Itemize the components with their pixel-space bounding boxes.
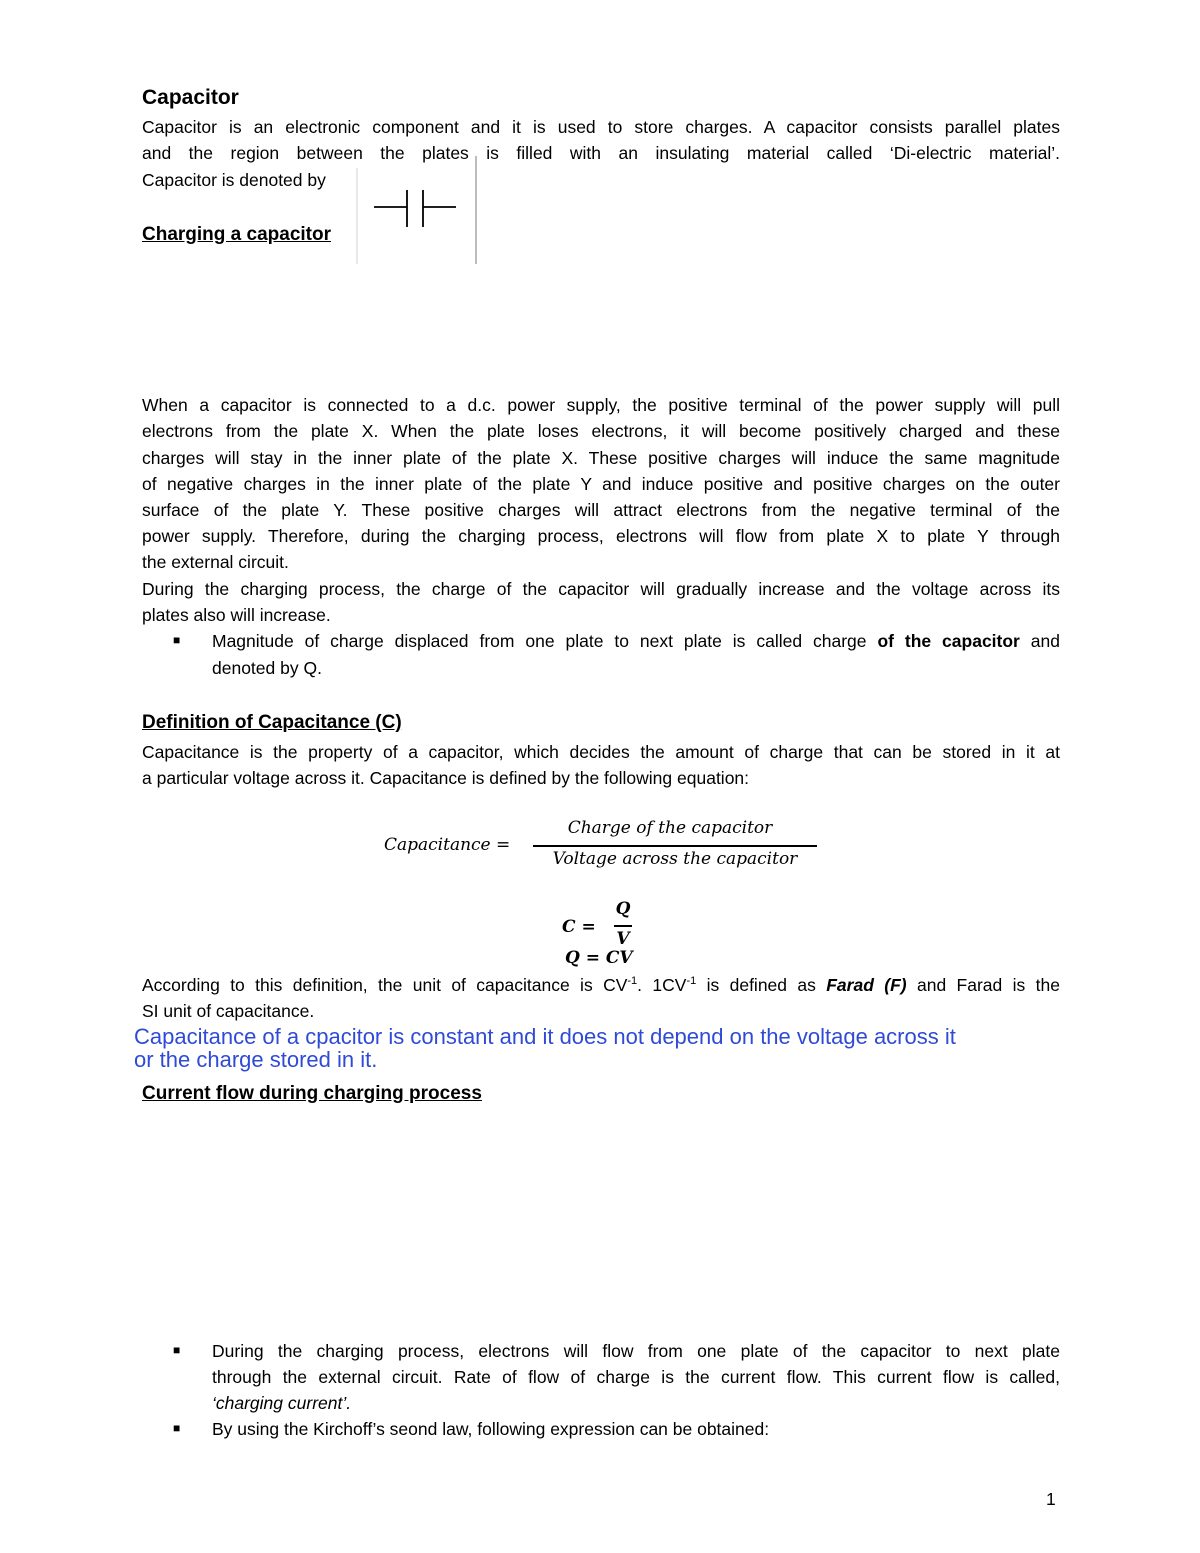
page-number: 1: [1046, 1489, 1056, 1509]
equation-capacitance-lhs: Capacitance =: [384, 835, 511, 855]
bullet1-line-2: denoted by Q.: [212, 658, 322, 678]
unit-superscript: -1: [686, 975, 697, 988]
equation-c-lhs: C =: [562, 917, 596, 937]
unit-superscript: -1: [627, 975, 638, 988]
bullet2-line: During the charging process, electrons will flow from one plate of the capacitor to next plate: [212, 1341, 1060, 1361]
blue-note-line: Capacitance of a cpacitor is constant and it does not depend on the voltage across it: [134, 1024, 956, 1049]
bullet1-bold-text: of the capacitor: [877, 631, 1020, 651]
charging-para-line: surface of the plate Y. These positive charges will attract electrons from the negative terminal of the: [142, 500, 1060, 520]
definition-para-line: Capacitance is the property of a capacitor, which decides the amount of charge that can be stored in it at: [142, 742, 1060, 762]
charging-para2-line: During the charging process, the charge of the capacitor will gradually increase and the voltage across its: [142, 579, 1060, 599]
equation-capacitance-denominator: Voltage across the capacitor: [552, 849, 798, 869]
unit-text: . 1CV: [637, 975, 687, 995]
bullet-marker: ■: [173, 1343, 181, 1357]
bullet2-line-last: ‘charging current’.: [212, 1393, 352, 1413]
equation-q-cv: Q = CV: [565, 948, 633, 968]
bullet1-line-1: [212, 628, 1060, 655]
equation-c-denominator: V: [616, 929, 630, 949]
unit-text: and Farad is the: [906, 975, 1060, 995]
bullet2-line: through the external circuit. Rate of flow of charge is the current flow. This current flow is called,: [212, 1367, 1060, 1387]
definition-para-line: a particular voltage across it. Capacitance is defined by the following equation:: [142, 768, 750, 788]
charging-para2-line: plates also will increase.: [142, 605, 331, 625]
intro-line-1: Capacitor is an electronic component and it is used to store charges. A capacitor consists parallel plates: [142, 117, 1060, 137]
section-heading-definition: Definition of Capacitance (C): [142, 712, 402, 733]
farad-term: Farad (F): [826, 975, 907, 995]
blue-note-line: or the charge stored in it.: [134, 1047, 378, 1072]
capacitor-symbol-icon: [356, 156, 478, 264]
charging-para-line: power supply. Therefore, during the charging process, electrons will flow from plate X to plate Y through: [142, 526, 1060, 546]
bullet3-line: By using the Kirchoff’s seond law, following expression can be obtained:: [212, 1419, 770, 1439]
bullet1-text: Magnitude of charge displaced from one plate to next plate is called charge: [212, 631, 878, 651]
unit-text: According to this definition, the unit of capacitance is CV: [142, 975, 628, 995]
charging-para-line: of negative charges in the inner plate of the plate Y and induce positive and positive charges on the outer: [142, 474, 1060, 494]
bullet1-text-end: and: [1019, 631, 1060, 651]
unit-para-line-2: SI unit of capacitance.: [142, 1001, 315, 1021]
unit-para-line-1: [142, 972, 1060, 999]
intro-line-2: and the region between the plates is filled with an insulating material called ‘Di-electric material’.: [142, 143, 1060, 163]
charging-para-line: charges will stay in the inner plate of the plate X. These positive charges will induce the same magnitude: [142, 448, 1060, 468]
charging-para-line: electrons from the plate X. When the plate loses electrons, it will become positively charged and these: [142, 421, 1060, 441]
charging-para-line: When a capacitor is connected to a d.c. power supply, the positive terminal of the power supply will pull: [142, 395, 1060, 415]
section-heading-charging: Charging a capacitor: [142, 224, 331, 245]
capacitor-symbol-box: [356, 156, 478, 264]
bullet-marker: ■: [173, 1421, 181, 1435]
bullet-marker: ■: [173, 633, 181, 647]
charging-para-line: the external circuit.: [142, 552, 289, 572]
section-heading-current: Current flow during charging process: [142, 1083, 482, 1104]
page-title: Capacitor: [142, 86, 239, 109]
equation-c-numerator: Q: [615, 899, 631, 919]
intro-line-3: Capacitor is denoted by: [142, 170, 326, 190]
unit-text: is defined as: [696, 975, 827, 995]
equation-capacitance-numerator: Charge of the capacitor: [567, 818, 773, 838]
